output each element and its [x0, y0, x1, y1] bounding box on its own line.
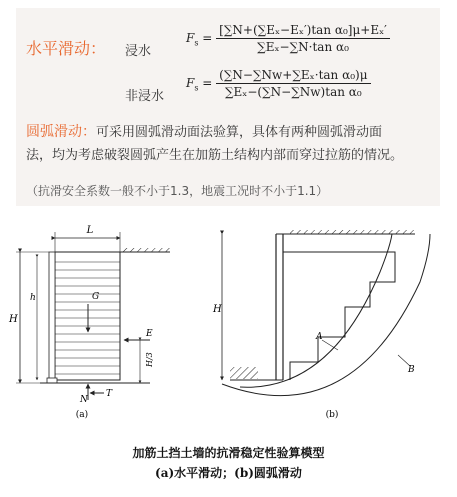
figure-panel	[0, 212, 457, 493]
arc-slide-line1	[26, 122, 382, 143]
backfill-hatch	[120, 248, 170, 252]
arc-slide-text2: 法，均为考虑破裂圆弧产生在加筋土结构内部而穿过拉筋的情况。	[26, 148, 404, 163]
label-H-b: H	[213, 304, 222, 315]
label-b: (b)	[325, 410, 339, 420]
formula-denominator: ∑Eₓ−∑N·tan α₀	[257, 40, 349, 54]
formula-numerator: (∑N−∑Nw+∑Eₓ·tan α₀)μ	[216, 68, 370, 84]
formula-non-submerged	[186, 68, 371, 99]
facing-panel	[49, 252, 55, 380]
label-B: B	[408, 365, 415, 375]
toe-hatch	[230, 367, 258, 379]
label-h: h	[30, 293, 36, 303]
formula-lhs: F	[186, 76, 195, 90]
submerged-label: 浸水	[125, 44, 152, 59]
arc-slide-text1: 可采用圆弧滑动面法验算，具体有两种圆弧滑动面	[96, 125, 383, 140]
figure-caption-1: 加筋土挡土墙的抗滑稳定性验算模型	[132, 446, 325, 460]
footing	[47, 378, 57, 383]
label-T: T	[106, 389, 113, 399]
label-E: E	[146, 329, 153, 339]
diagram-a	[8, 225, 170, 420]
non-submerged-label: 非浸水	[125, 89, 165, 104]
label-G: G	[92, 292, 100, 302]
label-A: A	[316, 332, 323, 342]
horizontal-slide-title: 水平滑动：	[26, 39, 107, 58]
formula-eq: =	[202, 76, 213, 90]
diagram-b	[212, 230, 430, 420]
formula-fraction	[216, 68, 370, 99]
reinforced-zone-outline	[283, 252, 395, 380]
label-L: L	[86, 225, 94, 236]
label-H3: H/3	[145, 352, 154, 367]
safety-factor-note: （抗滑安全系数一般不小于1.3，地震工况时不小于1.1）	[26, 184, 329, 198]
top-hatch	[290, 230, 415, 234]
leader-A	[322, 340, 338, 350]
formula-numerator: [∑N+(∑Eₓ−Eₓ′)tan α₀]μ+Eₓ′	[216, 23, 390, 39]
slip-circle-A	[240, 234, 392, 387]
formula-denominator: ∑Eₓ−(∑N−∑Nw)tan α₀	[224, 85, 362, 99]
formula-lhs: F	[186, 31, 195, 45]
formula-submerged	[186, 23, 390, 54]
formula-fraction	[216, 23, 390, 54]
label-N: N	[80, 395, 88, 405]
label-a: (a)	[75, 410, 89, 420]
label-H: H	[9, 314, 18, 325]
figure-caption-2: (a)水平滑动；(b)圆弧滑动	[155, 466, 302, 480]
formula-lhs-sub: s	[194, 38, 199, 48]
formula-eq: =	[202, 31, 213, 45]
formula-lhs-sub: s	[194, 83, 199, 93]
arc-slide-title: 圆弧滑动：	[26, 124, 96, 140]
